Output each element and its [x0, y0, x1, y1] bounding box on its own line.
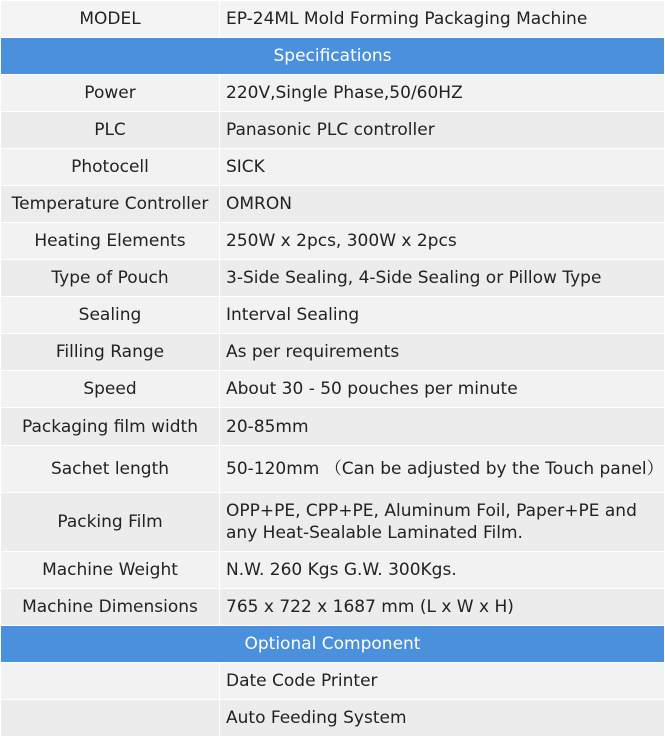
spec-row-value: As per requirements [220, 334, 665, 371]
spec-row-label: Type of Pouch [1, 260, 220, 297]
spec-row-value: N.W. 260 Kgs G.W. 300Kgs. [220, 552, 665, 589]
spec-row-label: Photocell [1, 149, 220, 186]
optional-row-value: Auto Feeding System [220, 700, 665, 737]
spec-rows [1, 75, 665, 626]
model-label: MODEL [1, 1, 220, 38]
spec-row [1, 186, 665, 223]
optional-row-label [1, 663, 220, 700]
spec-row-label: Temperature Controller [1, 186, 220, 223]
spec-row-value: 50-120mm （Can be adjusted by the Touch panel） [220, 446, 665, 493]
spec-row-label: PLC [1, 112, 220, 149]
spec-row-label: Sachet length [1, 446, 220, 493]
spec-row [1, 371, 665, 408]
optional-row-label [1, 700, 220, 737]
spec-row [1, 446, 665, 493]
model-row [1, 1, 665, 38]
spec-row-value: Panasonic PLC controller [220, 112, 665, 149]
spec-row [1, 112, 665, 149]
spec-row-label: Machine Weight [1, 552, 220, 589]
spec-row [1, 223, 665, 260]
spec-row-value: 220V,Single Phase,50/60HZ [220, 75, 665, 112]
spec-row-value: About 30 - 50 pouches per minute [220, 371, 665, 408]
spec-row [1, 334, 665, 371]
spec-row-value: OPP+PE, CPP+PE, Aluminum Foil, Paper+PE and any Heat-Sealable Laminated Film. [220, 493, 665, 552]
spec-row-label: Packing Film [1, 493, 220, 552]
specifications-heading: Specifications [1, 38, 665, 75]
spec-row-value: Interval Sealing [220, 297, 665, 334]
spec-row [1, 589, 665, 626]
spec-row [1, 408, 665, 446]
spec-row [1, 297, 665, 334]
spec-row-value: 765 x 722 x 1687 mm (L x W x H) [220, 589, 665, 626]
spec-row-label: Sealing [1, 297, 220, 334]
spec-row [1, 260, 665, 297]
spec-row-label: Heating Elements [1, 223, 220, 260]
specifications-band [1, 38, 665, 75]
optional-row-value: Date Code Printer [220, 663, 665, 700]
spec-row [1, 552, 665, 589]
spec-row-value: SICK [220, 149, 665, 186]
optional-rows [1, 663, 665, 737]
optional-row [1, 663, 665, 700]
spec-row-label: Power [1, 75, 220, 112]
optional-band [1, 626, 665, 663]
spec-row-label: Speed [1, 371, 220, 408]
spec-row-label: Machine Dimensions [1, 589, 220, 626]
spec-row [1, 149, 665, 186]
spec-row [1, 75, 665, 112]
model-value: EP-24ML Mold Forming Packaging Machine [220, 1, 665, 38]
spec-row-value: OMRON [220, 186, 665, 223]
spec-row-value: 250W x 2pcs, 300W x 2pcs [220, 223, 665, 260]
optional-heading: Optional Component [1, 626, 665, 663]
optional-row [1, 700, 665, 737]
spec-row-label: Packaging film width [1, 408, 220, 446]
spec-row [1, 493, 665, 552]
spec-row-value: 20-85mm [220, 408, 665, 446]
spec-row-label: Filling Range [1, 334, 220, 371]
spec-row-value: 3-Side Sealing, 4-Side Sealing or Pillow Type [220, 260, 665, 297]
